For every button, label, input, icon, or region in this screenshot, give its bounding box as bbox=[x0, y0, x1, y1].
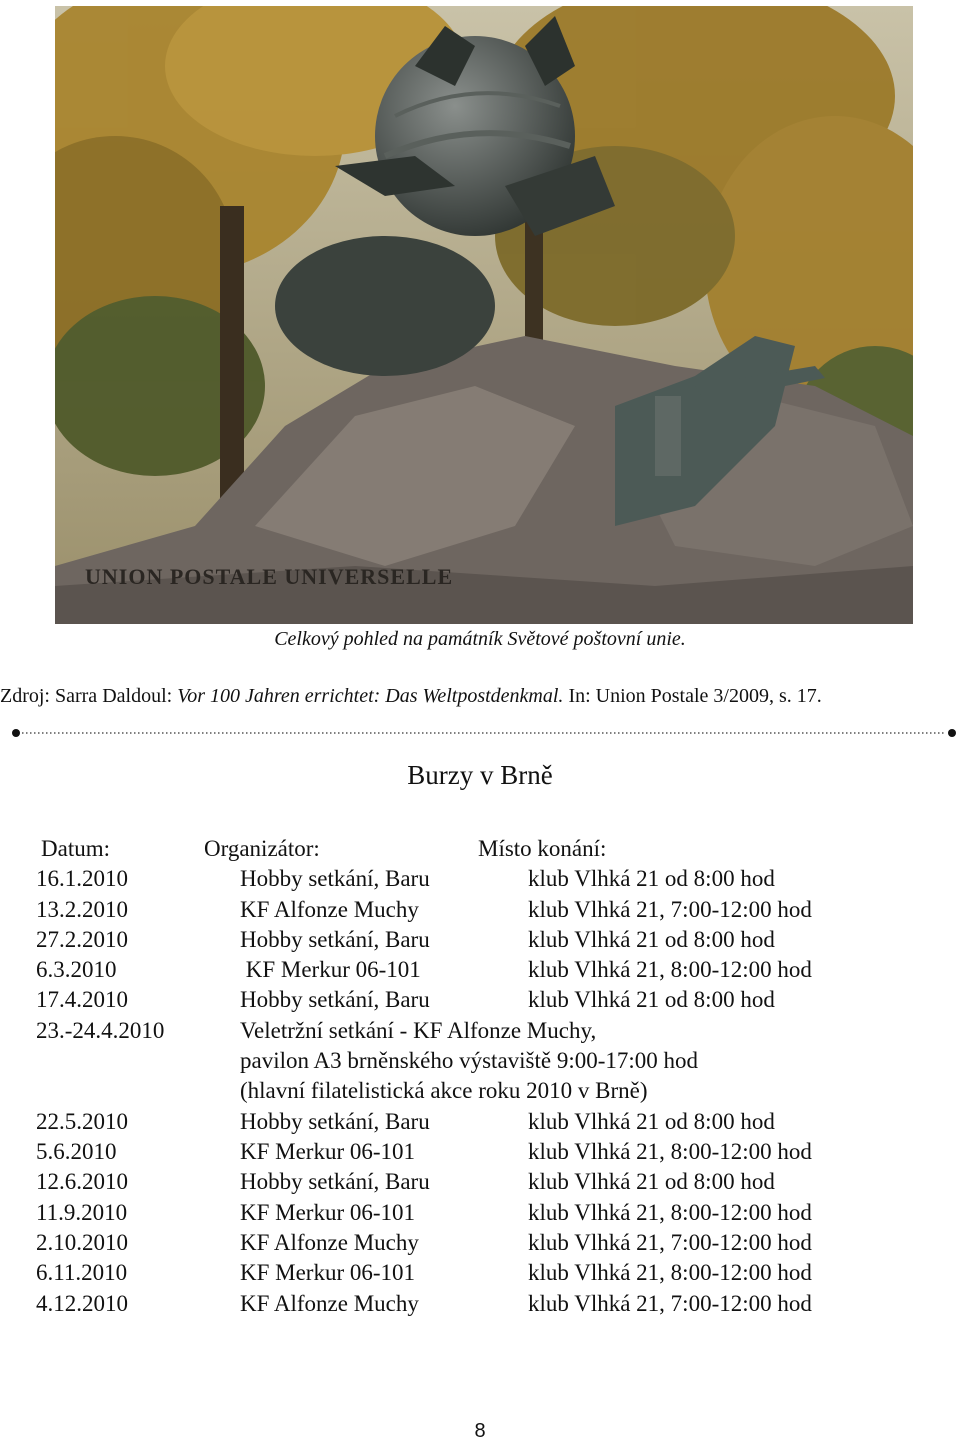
row-place: klub Vlhká 21, 7:00-12:00 hod bbox=[528, 1229, 812, 1255]
header-organizer: Organizátor: bbox=[204, 836, 320, 861]
special-line-1: Veletržní setkání - KF Alfonze Muchy, bbox=[240, 1017, 597, 1043]
row-date: 2.10.2010 bbox=[36, 1229, 128, 1255]
photo-caption: Celkový pohled na památník Světové poštovní unie. bbox=[274, 628, 686, 650]
row-date: 27.2.2010 bbox=[36, 926, 128, 952]
row-date: 6.3.2010 bbox=[36, 957, 117, 983]
source-prefix: Zdroj: Sarra Daldoul: bbox=[0, 685, 178, 707]
row-date: 12.6.2010 bbox=[36, 1169, 128, 1195]
row-date: 11.9.2010 bbox=[36, 1199, 128, 1225]
source-note bbox=[0, 685, 822, 708]
special-line-2: pavilon A3 brněnského výstaviště 9:00-17:00 hod bbox=[240, 1048, 699, 1074]
row-place: klub Vlhká 21, 8:00-12:00 hod bbox=[528, 1139, 812, 1165]
row-place: klub Vlhká 21 od 8:00 hod bbox=[528, 1108, 775, 1134]
section-heading: Burzy v Brně bbox=[407, 760, 553, 790]
row-organizer: KF Merkur 06-101 bbox=[240, 1260, 416, 1286]
row-organizer: KF Merkur 06-101 bbox=[240, 1139, 416, 1165]
table-row bbox=[0, 925, 960, 955]
row-organizer: KF Merkur 06-101 bbox=[240, 1199, 416, 1225]
row-place: klub Vlhká 21, 8:00-12:00 hod bbox=[528, 957, 812, 983]
row-date: 6.11.2010 bbox=[36, 1260, 128, 1286]
row-date: 17.4.2010 bbox=[36, 987, 128, 1013]
row-date: 23.-24.4.2010 bbox=[36, 1017, 165, 1043]
table-row bbox=[0, 985, 960, 1015]
row-place: klub Vlhká 21, 7:00-12:00 hod bbox=[528, 1290, 812, 1316]
monument-photo bbox=[55, 6, 913, 624]
row-organizer: Hobby setkání, Baru bbox=[240, 987, 430, 1013]
row-place: klub Vlhká 21 od 8:00 hod bbox=[528, 987, 775, 1013]
table-row bbox=[0, 1258, 960, 1288]
table-row bbox=[0, 1107, 960, 1137]
table-row bbox=[0, 895, 960, 925]
row-organizer: KF Alfonze Muchy bbox=[240, 896, 419, 922]
row-date: 5.6.2010 bbox=[36, 1139, 117, 1165]
row-date: 13.2.2010 bbox=[36, 896, 128, 922]
row-organizer: KF Merkur 06-101 bbox=[240, 957, 421, 983]
table-row bbox=[0, 955, 960, 985]
table-row bbox=[0, 1137, 960, 1167]
row-place: klub Vlhká 21 od 8:00 hod bbox=[528, 866, 775, 892]
special-description bbox=[240, 1016, 698, 1107]
table-row bbox=[0, 1167, 960, 1197]
row-organizer: Hobby setkání, Baru bbox=[240, 1169, 430, 1195]
header-date: Datum: bbox=[41, 836, 110, 861]
row-organizer: Hobby setkání, Baru bbox=[240, 926, 430, 952]
source-suffix: In: Union Postale 3/2009, s. 17. bbox=[563, 685, 822, 707]
row-date: 16.1.2010 bbox=[36, 866, 128, 892]
row-place: klub Vlhká 21, 7:00-12:00 hod bbox=[528, 896, 812, 922]
row-organizer: KF Alfonze Muchy bbox=[240, 1229, 419, 1255]
row-date: 22.5.2010 bbox=[36, 1108, 128, 1134]
source-title: Vor 100 Jahren errichtet: Das Weltpostdenkmal. bbox=[177, 685, 564, 707]
page-number: 8 bbox=[474, 1420, 486, 1442]
table-row bbox=[0, 1289, 960, 1319]
row-organizer: Hobby setkání, Baru bbox=[240, 866, 430, 892]
row-place: klub Vlhká 21 od 8:00 hod bbox=[528, 926, 775, 952]
table-row-special bbox=[0, 1016, 960, 1107]
row-place: klub Vlhká 21 od 8:00 hod bbox=[528, 1169, 775, 1195]
table-row bbox=[0, 864, 960, 894]
table-row bbox=[0, 1198, 960, 1228]
row-place: klub Vlhká 21, 8:00-12:00 hod bbox=[528, 1260, 812, 1286]
dotted-divider bbox=[12, 726, 956, 740]
row-organizer: Hobby setkání, Baru bbox=[240, 1108, 430, 1134]
row-place: klub Vlhká 21, 8:00-12:00 hod bbox=[528, 1199, 812, 1225]
schedule-table bbox=[0, 834, 960, 1319]
header-place: Místo konání: bbox=[478, 836, 607, 861]
special-line-3: (hlavní filatelistická akce roku 2010 v Brně) bbox=[240, 1078, 648, 1104]
table-row bbox=[0, 1228, 960, 1258]
row-date: 4.12.2010 bbox=[36, 1290, 128, 1316]
monument-engraving: UNION POSTALE UNIVERSELLE bbox=[85, 564, 454, 589]
schedule-header bbox=[0, 834, 960, 864]
row-organizer: KF Alfonze Muchy bbox=[240, 1290, 419, 1316]
